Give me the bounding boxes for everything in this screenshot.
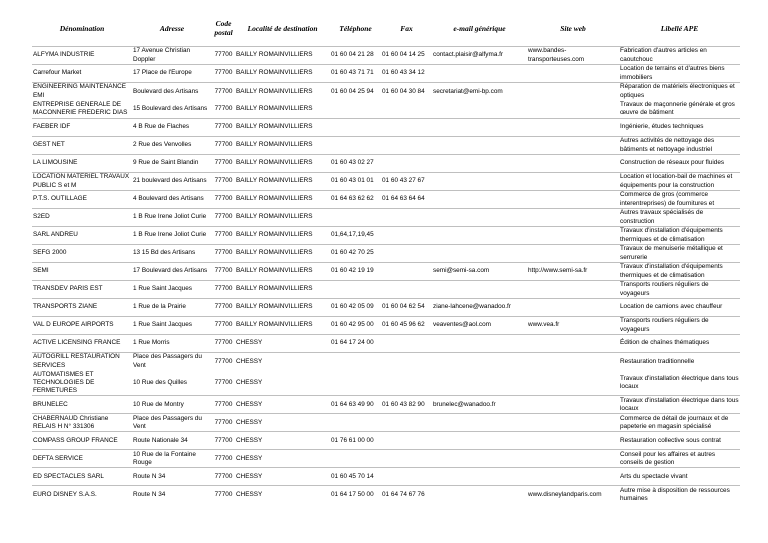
company-name-cell: GEST NET — [32, 137, 132, 155]
postal-code-cell: 77700 — [212, 155, 235, 173]
company-name-cell: TRANSPORTS ZIANE — [32, 299, 132, 317]
website-cell — [527, 173, 619, 191]
email-cell — [432, 468, 527, 486]
fax-cell: 01 60 43 27 67 — [381, 173, 432, 191]
postal-code-cell: 77700 — [212, 209, 235, 227]
address-cell: 15 Boulevard des Artisans — [133, 105, 208, 113]
company-name-cell: ENGINEERING MAINTENANCE EMI — [32, 83, 132, 101]
fax-cell: 01 60 04 30 84 — [381, 83, 432, 101]
postal-code-cell: 77700 — [212, 432, 235, 450]
fax-cell: 01 60 04 62 54 — [381, 299, 432, 317]
phone-cell — [330, 101, 381, 119]
email-cell — [432, 486, 527, 504]
city-cell: BAILLY ROMAINVILLIERS — [235, 173, 330, 191]
website-cell — [527, 353, 619, 371]
email-cell[interactable]: veaventes@aol.com — [432, 317, 527, 335]
address-cell: Route Nationale 34 — [132, 432, 212, 450]
city-cell: BAILLY ROMAINVILLIERS — [235, 317, 330, 335]
email-cell — [432, 155, 527, 173]
phone-cell: 01 64 63 62 62 — [330, 191, 381, 209]
company-name-cell: Carrefour Market — [32, 65, 132, 83]
fax-cell — [381, 137, 432, 155]
fax-cell — [381, 155, 432, 173]
table-row — [32, 245, 740, 263]
ape-label-cell: Édition de chaînes thématiques — [619, 335, 740, 353]
phone-cell: 01,64,17,19,45 — [330, 227, 381, 245]
company-name-cell: SEFG 2000 — [32, 245, 132, 263]
ape-label-cell: Conseil pour les affaires et autres conseils de gestion — [619, 450, 740, 468]
phone-cell: 01 60 42 05 09 — [330, 299, 381, 317]
address-cell: 13 15 Bd des Artisans — [132, 245, 212, 263]
table-row — [32, 119, 740, 137]
postal-code-cell: 77700 — [212, 450, 235, 468]
ape-label-cell: Autres travaux spécialisés de construction — [619, 209, 740, 227]
email-cell[interactable]: secretariat@emi-bp.com — [432, 83, 527, 101]
postal-code-cell: 77700 — [212, 353, 235, 371]
phone-cell: 01 76 61 00 00 — [330, 432, 381, 450]
table-row — [32, 468, 740, 486]
city-cell: BAILLY ROMAINVILLIERS — [235, 119, 330, 137]
phone-cell — [330, 371, 381, 396]
phone-cell: 01 60 43 02 27 — [330, 155, 381, 173]
company-name-cell: TRANSDEV PARIS EST — [32, 281, 132, 299]
address-cell: 1 B Rue Irene Joliot Curie — [132, 227, 212, 245]
postal-code-cell: 77700 — [212, 263, 235, 281]
email-cell — [432, 335, 527, 353]
company-name-cell: AUTOGRILL RESTAURATION SERVICES — [32, 353, 132, 371]
company-name-cell: VAL D EUROPE AIRPORTS — [32, 317, 132, 335]
postal-code-cell: 77700 — [212, 396, 235, 414]
city-cell: CHESSY — [235, 414, 330, 432]
fax-cell: 01 60 43 34 12 — [381, 65, 432, 83]
ape-label-cell: Location de camions avec chauffeur — [619, 299, 740, 317]
table-row — [32, 432, 740, 450]
email-cell — [432, 209, 527, 227]
company-name-cell: LA LIMOUSINE — [32, 155, 132, 173]
table-row — [32, 335, 740, 353]
postal-code-cell: 77700 — [212, 191, 235, 209]
fax-cell — [381, 414, 432, 432]
address-cell: Route N 34 — [132, 468, 212, 486]
table-row — [32, 371, 740, 396]
fax-cell — [381, 209, 432, 227]
header-row — [32, 10, 740, 47]
table-row — [32, 191, 740, 209]
city-cell: BAILLY ROMAINVILLIERS — [236, 105, 313, 113]
phone-cell — [330, 353, 381, 371]
phone-cell: 01 60 42 95 00 — [330, 317, 381, 335]
email-cell[interactable]: ziane-lahcene@wanadoo.fr — [432, 299, 527, 317]
address-cell: 17 Boulevard des Artisans — [132, 263, 212, 281]
phone-cell — [330, 450, 381, 468]
city-cell: CHESSY — [235, 353, 330, 371]
fax-cell: 01 60 04 14 25 — [381, 47, 432, 65]
ape-label-cell: Arts du spectacle vivant — [619, 468, 740, 486]
table-row — [32, 263, 740, 281]
website-cell — [527, 101, 619, 119]
postal-code-cell: 77700 — [212, 47, 235, 65]
fax-cell — [381, 281, 432, 299]
email-cell — [432, 227, 527, 245]
header-fax: Fax — [400, 23, 413, 33]
website-cell — [527, 396, 619, 414]
address-cell: 1 Rue Saint Jacques — [132, 317, 212, 335]
website-cell[interactable]: www.disneylandparis.com — [527, 486, 619, 504]
city-cell: CHESSY — [236, 378, 263, 386]
city-cell: CHESSY — [235, 335, 330, 353]
address-cell: 1 B Rue Irene Joliot Curie — [132, 209, 212, 227]
table-row — [32, 317, 740, 335]
phone-cell: 01 60 04 25 94 — [330, 83, 381, 101]
website-cell — [527, 468, 619, 486]
website-cell — [527, 209, 619, 227]
company-name-cell: ENTREPRISE GENERALE DE MACONNERIE FREDERIC DIAS — [33, 100, 128, 117]
postal-code-cell: 77700 — [212, 299, 235, 317]
fax-cell — [381, 263, 432, 281]
table-row — [32, 227, 740, 245]
website-cell — [527, 191, 619, 209]
website-cell — [527, 371, 619, 396]
address-cell: 10 Rue de la Fontaine Rouge — [132, 450, 212, 468]
ape-label-cell: Fabrication d'autres articles en caoutchouc — [619, 47, 740, 65]
website-cell — [527, 119, 619, 137]
header-localite: Localité de destination — [247, 23, 318, 33]
website-cell — [527, 137, 619, 155]
ape-label-cell: Location et location-bail de machines et équipements pour la construction — [619, 173, 740, 191]
ape-label-cell: Travaux d'installation d'équipements thermiques et de climatisation — [619, 227, 740, 245]
fax-cell: 01 60 45 96 62 — [381, 317, 432, 335]
city-cell: BAILLY ROMAINVILLIERS — [235, 263, 330, 281]
table-row — [32, 137, 740, 155]
fax-cell — [381, 450, 432, 468]
website-cell — [527, 245, 619, 263]
postal-code-cell: 77700 — [212, 119, 235, 137]
ape-label-cell: Commerce de gros (commerce interentreprises) de fournitures et — [619, 191, 740, 209]
fax-cell — [381, 101, 432, 119]
company-name-cell: ED SPECTACLES SARL — [32, 468, 132, 486]
fax-cell: 01 60 43 82 90 — [381, 396, 432, 414]
website-cell[interactable]: www.bandes-transporteuses.com — [527, 47, 619, 65]
address-cell: 10 Rue des Quilles — [133, 378, 187, 386]
header-site-web: Site web — [560, 23, 586, 33]
website-cell — [527, 83, 619, 101]
phone-cell: 01 60 43 71 71 — [330, 65, 381, 83]
table-row — [32, 173, 740, 191]
address-cell: 4 Boulevard des Artisans — [132, 191, 212, 209]
phone-cell — [330, 281, 381, 299]
table-row — [32, 414, 740, 432]
address-cell: Place des Passagers du Vent — [132, 414, 212, 432]
phone-cell — [330, 137, 381, 155]
phone-cell — [330, 414, 381, 432]
city-cell: CHESSY — [235, 432, 330, 450]
company-name-cell: SEMI — [32, 263, 132, 281]
address-cell: 1 Rue Saint Jacques — [132, 281, 212, 299]
ape-label-cell: Restauration traditionnelle — [619, 353, 740, 371]
website-cell — [527, 335, 619, 353]
postal-code-cell: 77700 — [212, 137, 235, 155]
city-cell: BAILLY ROMAINVILLIERS — [235, 65, 330, 83]
ape-label-cell: Restauration collective sous contrat — [619, 432, 740, 450]
city-cell: BAILLY ROMAINVILLIERS — [235, 209, 330, 227]
fax-cell — [381, 119, 432, 137]
address-cell: Route N 34 — [132, 486, 212, 504]
company-name-cell: BRUNELEC — [32, 396, 132, 414]
website-cell — [527, 414, 619, 432]
header-code-postal: Code postal — [214, 19, 233, 37]
address-cell: 4 B Rue de Flaches — [132, 119, 212, 137]
fax-cell — [381, 468, 432, 486]
city-cell: BAILLY ROMAINVILLIERS — [235, 281, 330, 299]
city-cell: BAILLY ROMAINVILLIERS — [235, 155, 330, 173]
city-cell: BAILLY ROMAINVILLIERS — [235, 227, 330, 245]
ape-label-cell: Transports routiers réguliers de voyageurs — [619, 281, 740, 299]
ape-label-cell: Construction de réseaux pour fluides — [619, 155, 740, 173]
header-adresse: Adresse — [159, 23, 185, 33]
postal-code-cell: 77700 — [214, 105, 233, 113]
email-cell[interactable]: brunelec@wanadoo.fr — [432, 396, 527, 414]
ape-label-cell: Ingénierie, études techniques — [619, 119, 740, 137]
company-name-cell: LOCATION MATERIEL TRAVAUX PUBLIC S et M — [32, 173, 132, 191]
address-cell: 1 Rue Morris — [132, 335, 212, 353]
company-name-cell: ACTIVE LICENSING FRANCE — [32, 335, 132, 353]
email-cell — [432, 432, 527, 450]
email-cell — [432, 65, 527, 83]
city-cell: BAILLY ROMAINVILLIERS — [235, 47, 330, 65]
address-cell: 9 Rue de Saint Blandin — [132, 155, 212, 173]
table-row — [32, 101, 740, 119]
header-telephone: Téléphone — [339, 23, 372, 33]
city-cell: BAILLY ROMAINVILLIERS — [235, 137, 330, 155]
address-cell: Place des Passagers du Vent — [132, 353, 212, 371]
city-cell: CHESSY — [235, 468, 330, 486]
table-row — [32, 353, 740, 371]
city-cell: CHESSY — [235, 486, 330, 504]
email-cell — [432, 101, 527, 119]
postal-code-cell: 77700 — [212, 173, 235, 191]
website-cell — [527, 227, 619, 245]
email-cell — [432, 414, 527, 432]
ape-label-cell: Réparation de matériels électroniques et optiques — [619, 83, 740, 101]
postal-code-cell: 77700 — [212, 281, 235, 299]
city-cell: BAILLY ROMAINVILLIERS — [235, 191, 330, 209]
company-name-cell: ALFYMA INDUSTRIE — [32, 47, 132, 65]
postal-code-cell: 77700 — [212, 486, 235, 504]
postal-code-cell: 77700 — [212, 227, 235, 245]
website-cell[interactable]: http://www.semi-sa.fr — [527, 263, 619, 281]
table-row — [32, 209, 740, 227]
email-cell — [432, 137, 527, 155]
website-cell[interactable]: www.vea.fr — [527, 317, 619, 335]
postal-code-cell: 77700 — [212, 65, 235, 83]
phone-cell — [330, 209, 381, 227]
website-cell — [527, 432, 619, 450]
company-name-cell: CHABERNAUD Christiane RELAIS H N° 331306 — [32, 414, 132, 432]
address-cell: 17 Avenue Christian Doppler — [132, 47, 212, 65]
table-row — [32, 155, 740, 173]
postal-code-cell: 77700 — [212, 335, 235, 353]
company-name-cell: COMPASS GROUP FRANCE — [32, 432, 132, 450]
table-row — [32, 299, 740, 317]
address-cell: 10 Rue de Montry — [132, 396, 212, 414]
phone-cell: 01 60 04 21 28 — [330, 47, 381, 65]
address-cell: 1 Rue de la Prairie — [132, 299, 212, 317]
ape-label-cell: Autre mise à disposition de ressources humaines — [619, 486, 740, 504]
company-name-cell: S2ED — [32, 209, 132, 227]
postal-code-cell: 77700 — [212, 245, 235, 263]
ape-label-cell: Travaux de maçonnerie générale et gros œuvre de bâtiment — [620, 100, 735, 117]
ape-label-cell: Commerce de détail de journaux et de papeterie en magasin spécialisé — [619, 414, 740, 432]
phone-cell: 01 60 45 70 14 — [330, 468, 381, 486]
email-cell — [432, 450, 527, 468]
table-row — [32, 396, 740, 414]
ape-label-cell: Transports routiers réguliers de voyageurs — [619, 317, 740, 335]
postal-code-cell: 77700 — [212, 414, 235, 432]
fax-cell — [381, 353, 432, 371]
website-cell — [527, 281, 619, 299]
email-cell — [432, 371, 527, 396]
postal-code-cell: 77700 — [212, 317, 235, 335]
fax-cell: 01 64 63 64 64 — [381, 191, 432, 209]
email-cell — [432, 245, 527, 263]
ape-label-cell: Travaux d'installation d'équipements thermiques et de climatisation — [619, 263, 740, 281]
postal-code-cell: 77700 — [212, 83, 235, 101]
header-email: e-mail générique — [453, 23, 506, 33]
city-cell: CHESSY — [235, 396, 330, 414]
fax-cell — [381, 371, 432, 396]
company-name-cell: SARL ANDREU — [32, 227, 132, 245]
website-cell — [527, 450, 619, 468]
company-name-cell: EURO DISNEY S.A.S. — [32, 486, 132, 504]
fax-cell — [381, 432, 432, 450]
website-cell — [527, 155, 619, 173]
email-cell — [432, 353, 527, 371]
email-cell[interactable]: contact.plaisir@alfyma.fr — [432, 47, 527, 65]
email-cell — [432, 119, 527, 137]
fax-cell: 01 64 74 67 76 — [381, 486, 432, 504]
header-libelle-ape: Libellé APE — [660, 23, 699, 33]
phone-cell: 01 60 42 19 19 — [330, 263, 381, 281]
phone-cell: 01 60 42 70 25 — [330, 245, 381, 263]
phone-cell: 01 64 17 50 00 — [330, 486, 381, 504]
table-row — [32, 47, 740, 65]
company-name-cell: P.T.S. OUTILLAGE — [32, 191, 132, 209]
address-cell: 2 Rue des Venvolles — [132, 137, 212, 155]
table-row — [32, 281, 740, 299]
address-cell: 17 Place de l'Europe — [132, 65, 212, 83]
address-cell: 21 boulevard des Artisans — [132, 173, 212, 191]
company-name-cell: AUTOMATISMES ET TECHNOLOGIES DE FERMETURES — [33, 370, 95, 395]
city-cell: BAILLY ROMAINVILLIERS — [235, 83, 330, 101]
city-cell: BAILLY ROMAINVILLIERS — [235, 299, 330, 317]
fax-cell — [381, 335, 432, 353]
company-name-cell: FAEBER IDF — [32, 119, 132, 137]
city-cell: CHESSY — [235, 450, 330, 468]
phone-cell — [330, 119, 381, 137]
city-cell: BAILLY ROMAINVILLIERS — [235, 245, 330, 263]
phone-cell: 01 60 43 01 01 — [330, 173, 381, 191]
ape-label-cell: Travaux d'installation électrique dans tous locaux — [620, 396, 739, 412]
phone-cell: 01 64 17 24 00 — [330, 335, 381, 353]
fax-cell — [381, 227, 432, 245]
email-cell — [432, 191, 527, 209]
website-cell — [527, 65, 619, 83]
phone-cell: 01 64 63 49 90 — [330, 396, 381, 414]
table-row — [32, 83, 740, 101]
ape-label-cell: Location de terrains et d'autres biens immobiliers — [619, 65, 740, 83]
fax-cell — [381, 245, 432, 263]
table-row — [32, 486, 740, 504]
ape-label-cell: Travaux d'installation électrique dans tous locaux — [620, 374, 739, 390]
postal-code-cell: 77700 — [212, 468, 235, 486]
email-cell — [432, 281, 527, 299]
email-cell[interactable]: semi@semi-sa.com — [432, 263, 527, 281]
company-directory-table — [32, 10, 740, 504]
table-row — [32, 450, 740, 468]
email-cell — [432, 173, 527, 191]
address-cell: Boulevard des Artisans — [132, 83, 212, 101]
postal-code-cell: 77700 — [214, 378, 233, 386]
company-name-cell: DEFTA SERVICE — [32, 450, 132, 468]
website-cell — [527, 299, 619, 317]
ape-label-cell: Autres activités de nettoyage des bâtiments et nettoyage industriel — [619, 137, 740, 155]
ape-label-cell: Travaux de menuiserie métallique et serrurerie — [619, 245, 740, 263]
header-denomination: Dénomination — [59, 23, 105, 33]
table-row — [32, 65, 740, 83]
